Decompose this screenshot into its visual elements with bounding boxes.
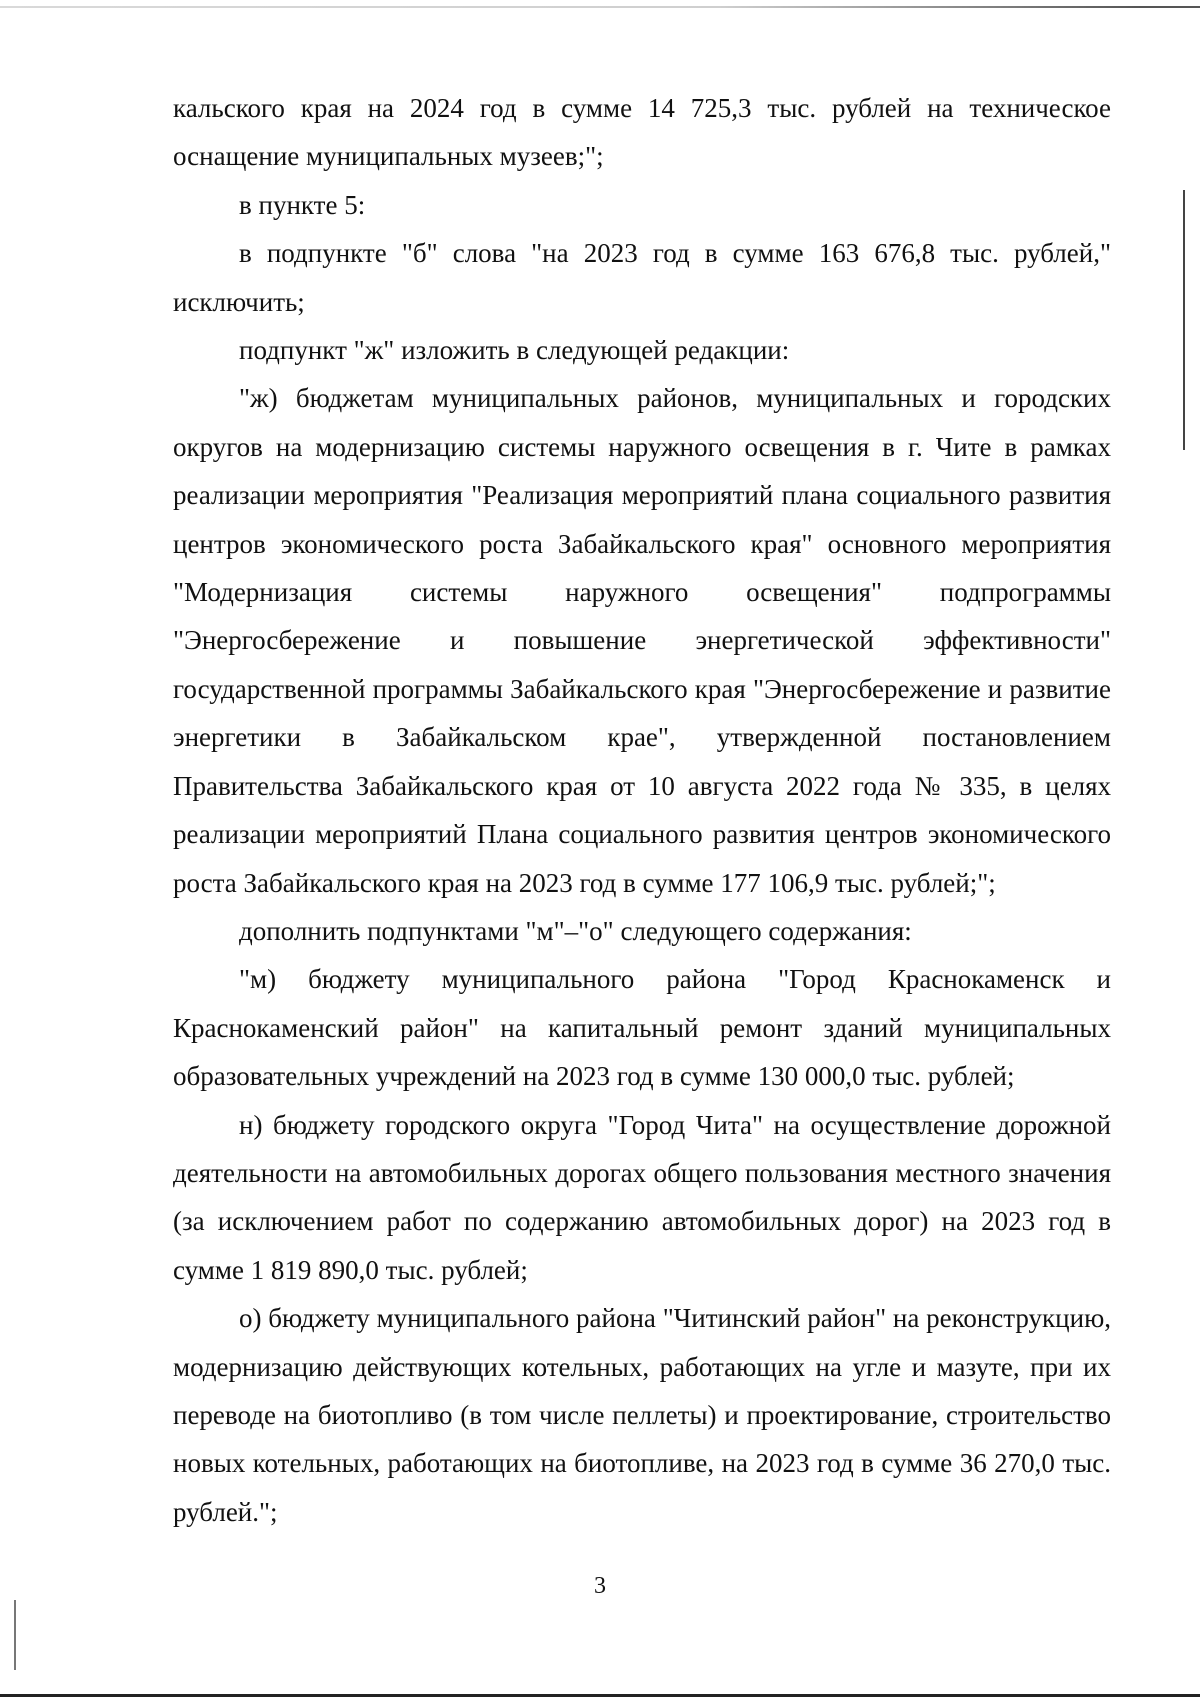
- paragraph-subpoint-o: о) бюджету муниципального района "Читинский район" на реконструкцию, модернизацию действующих котельных, работающих на угле и мазуте, при их переводе на биотопливо (в том числе пеллеты) и проектирование, строительство новых котельных, работающих на биотопливе, на 2023 год в сумме 36 270,0 тыс. рублей.";: [173, 1303, 1111, 1527]
- document-body: [173, 84, 1111, 1536]
- paragraph-subpoint-zh-intro: подпункт "ж" изложить в следующей редакции:: [239, 335, 790, 366]
- paragraph-subpoint-b: в подпункте "б" слова "на 2023 год в сумме 163 676,8 тыс. рублей," исключить;: [173, 238, 1111, 317]
- paragraph-subpoint-n: н) бюджету городского округа "Город Чита" на осуществление дорожной деятельности на автомобильных дорогах общего пользования местного значения (за исключением работ по содержанию автомобильных дорог) на 2023 год в сумме 1 819 890,0 тыс. рублей;: [173, 1109, 1111, 1285]
- paragraph-add-subpoints: дополнить подпунктами "м"–"о" следующего содержания:: [239, 915, 912, 946]
- scan-edge-bottom: [0, 1694, 1200, 1697]
- paragraph-subpoint-zh: "ж) бюджетам муниципальных районов, муниципальных и городских округов на модернизацию системы наружного освещения в г. Чите в рамках реализации мероприятия "Реализация мероприятий плана социального развития центров экономического роста Забайкальского края" основного мероприятия "Модернизация системы наружного освещения" подпрограммы "Энергосбережение и повышение энергетической эффективности" государственной программы Забайкальского края "Энергосбережение и развитие энергетики в Забайкальском крае", утвержденной постановлением Правительства Забайкальского края от 10 августа 2022 года № 335, в целях реализации мероприятий Плана социального развития центров экономического роста Забайкальского края на 2023 год в сумме 177 106,9 тыс. рублей;";: [173, 383, 1111, 898]
- scan-edge-right: [1183, 190, 1185, 450]
- paragraph-continuation: кальского края на 2024 год в сумме 14 725,3 тыс. рублей на техническое оснащение муниципальных музеев;";: [173, 93, 1111, 172]
- scan-edge-top: [0, 6, 1200, 8]
- page-number: 3: [594, 1573, 606, 1599]
- paragraph-subpoint-m: "м) бюджету муниципального района "Город Краснокаменск и Краснокаменский район" на капитальный ремонт зданий муниципальных образовательных учреждений на 2023 год в сумме 130 000,0 тыс. рублей;: [173, 964, 1111, 1092]
- scan-edge-left: [14, 1600, 16, 1670]
- paragraph-point-5: в пункте 5:: [239, 189, 366, 220]
